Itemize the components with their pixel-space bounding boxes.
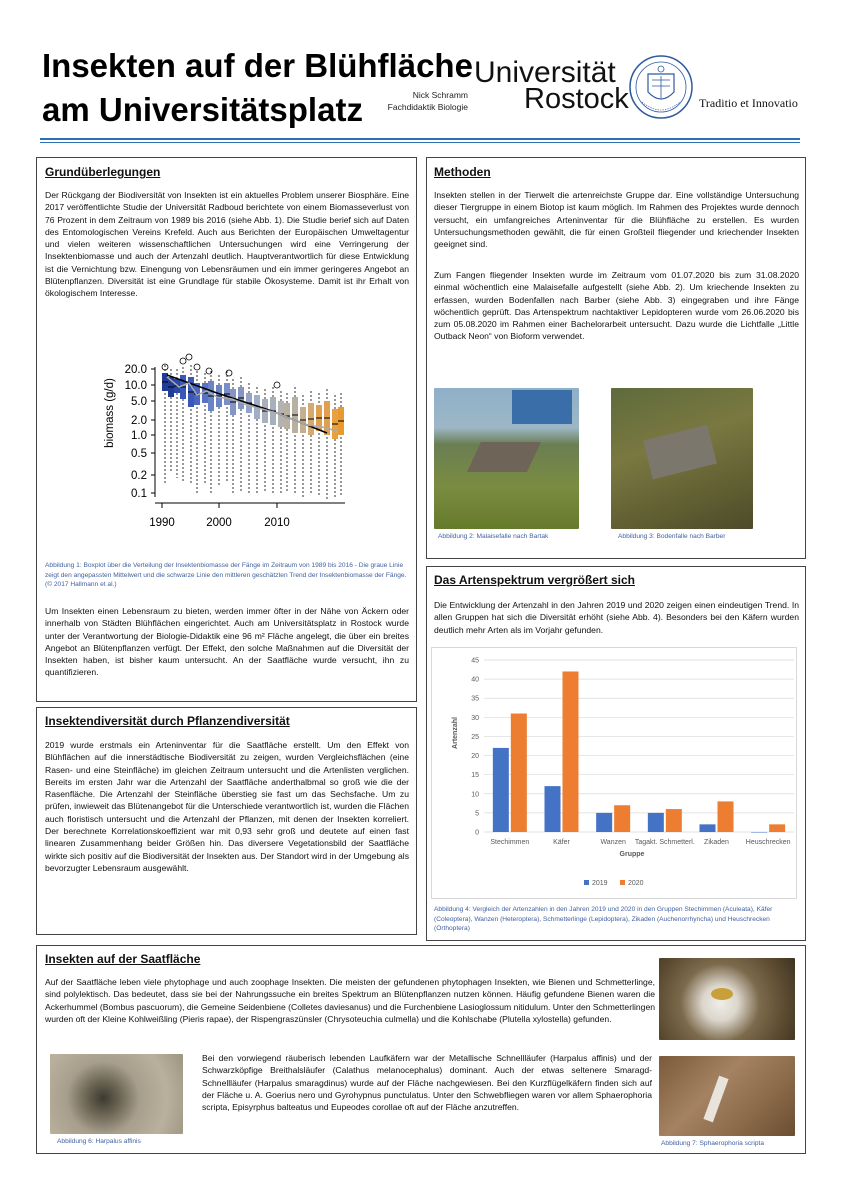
boxplot-y-tick-label: 0.5	[131, 448, 147, 460]
bar-chart-category-label: Wanzen	[600, 839, 626, 846]
author-name: Nick Schramm	[412, 90, 468, 100]
pflanz-paragraph: 2019 wurde erstmals ein Arteninventar für die Saatfläche erstellt. Um den Effekt von Blühflächen auf die innerstädtische Biodiversität zu zeigen, wurden Vergleichsflächen (eine Rasen- und eine Steinfläche) im gleichen Zeitraum untersucht und die Artenlisten verglichen. Bereits im ersten Jahr war die Artenzahl der Saatfläche anderthalbmal so groß wie die der Rasenfläche. Die Artenzahl der Steinfläche überstieg sie fast um das Sechsfache. Um zu prüfen, inwieweit das Blütenangebot für die Unterschiede verantwortlich ist, wurden die Flächen auch floristisch untersucht und die Artenzahl der Pflanzen, mit denen der Insekten korreliert. Der berechnete Korrelationskoeffizient war mit 0,93 sehr groß und deutete auf einen fast linearen Zusammenhang beider Größen hin. Das diversere Vegetationsbild der Saatfläche wirkte sich positiv auf die Biodiversität der Insekten aus. Der Standort wird in der Umgebung als bevorzugter Lebensraum ausgewählt.	[45, 740, 409, 873]
arten-paragraph: Die Entwicklung der Artenzahl in den Jahren 2019 und 2020 zeigen einen eindeutigen Trend. In allen Gruppen hat sich die Diversität erhöht (siehe Abb. 4). Besonders bei den Käfern wurden deutlich mehr Arten als im Vorjahr gefunden.	[434, 600, 799, 635]
grund-paragraph-2: Um Insekten einen Lebensraum zu bieten, werden immer öfter in der Nähe von Äckern oder innerhalb von Städten Blühflächen eingerichtet. Auch am Universitätsplatz in Rostock wurde unter der Verantwortung der Biologie-Didaktik eine 96 m² Fläche angelegt, die über ein breites Angebot an Blütenpflanzen verfügt. Der Effekt, den solche Maßnahmen auf die Diversität der Insekten haben, ist bisher kaum untersucht. An der Saatfläche wurde versucht, ihn zu quantifizieren.	[45, 606, 409, 678]
bar-chart-xlabel: Gruppe	[619, 851, 645, 858]
grund-paragraph-1: Der Rückgang der Biodiversität von Insekten ist ein aktuelles Problem unserer Biosphäre. Eine 2017 veröffentlichte Studie der Universität Radboud berichtete von einem Biomasseverlust von 76 Prozent in dem Zeitraum von 1989 bis 2016 (siehe Abb. 1). Die Studie berief sich auf Daten des Entomologischen Vereins Krefeld. Auch aus Berichten der Europäischen Umweltagentur und vielen weiteren wissenschaftlichen Untersuchungen wird eine Verringerung der Insektenbiomasse und auch der Artenzahl deutlich. Hauptverantwortlich für diese Entwicklung ist die Vernichtung bzw. Einengung von Lebensräumen und ein immer geringeres Angebot an Blütenpflanzen. Diversität ist eine Grundlage für stabile Ökosysteme. Damit ist ihr Erhalt von ökologischem Interesse.	[45, 190, 409, 299]
saat-paragraph-2: Bei den vorwiegend räuberisch lebenden Laufkäfern war der Metallische Schnellläufer (Harpalus affinis) und der Schwarzköpfige Breithalsläufer (Calathus melanocephalus) dominant. Auch der etwas seltenere Smaragd-Schnellläufer (Harpalus smaragdinus) wurde auf der Fläche nachgewiesen. Bei den Kurzflügelkäfern finden sich auf der Fläche u. A. Goerius nero und Gyrohypnus punctulatus. Unter den Schwebfliegen waren vor allem Sphaerophoria scripta, Episyrphus balteatus und Eupeodes corollae oft auf der Fläche anzutreffen.	[202, 1053, 652, 1113]
bar-chart-y-tick-label: 15	[471, 772, 479, 780]
species-bar-chart	[431, 647, 797, 899]
bar-2020-4	[718, 801, 734, 832]
boxplot-y-tick-label: 0.2	[131, 470, 147, 482]
section-heading: Grundüberlegungen	[45, 165, 161, 179]
university-motto: Traditio et Innovatio	[699, 96, 798, 110]
bar-legend-swatch	[620, 880, 625, 885]
bar-2020-2	[614, 805, 630, 832]
boxplot-outlier	[186, 354, 192, 360]
bar-legend-swatch	[584, 880, 589, 885]
figure-4-caption: Abbildung 4: Vergleich der Artenzahlen in den Jahren 2019 und 2020 in den Gruppen Stechimmen (Aculeata), Käfer (Coleoptera), Wanzen (Heteroptera), Schmetterlinge (Lepidoptera), Zikaden (Auchenorrhyncha) und Heuschrecken (Orthoptera)	[434, 906, 773, 932]
bar-chart-y-tick-label: 30	[471, 714, 479, 722]
author-dept: Fachdidaktik Biologie	[387, 102, 468, 112]
malaise-trap-photo	[434, 388, 579, 529]
boxplot-outlier	[180, 358, 186, 364]
bar-2019-5	[751, 832, 767, 833]
boxplot-y-tick-label: 0.1	[131, 488, 147, 500]
boxplot-x-tick-label: 2010	[264, 517, 290, 529]
bar-2020-5	[769, 824, 785, 832]
building-sign	[512, 390, 572, 424]
section-heading: Insektendiversität durch Pflanzendiversität	[45, 714, 290, 728]
bar-chart-category-label: Käfer	[553, 839, 570, 846]
title-line-1: Insekten auf der Blühfläche	[42, 47, 473, 84]
section-methoden	[426, 157, 806, 559]
bar-chart-y-tick-label: 45	[471, 657, 479, 665]
boxplot-x-tick-label: 1990	[149, 517, 175, 529]
bar-2019-4	[700, 824, 716, 832]
boxplot-outlier	[274, 382, 280, 388]
bar-chart-y-tick-label: 35	[471, 695, 479, 703]
bar-chart-y-tick-label: 40	[471, 676, 479, 684]
boxplot-outlier	[194, 364, 200, 370]
boxplot-x-tick-label: 2000	[206, 517, 232, 529]
bar-2019-1	[545, 786, 561, 832]
section-heading: Das Artenspektrum vergrößert sich	[434, 573, 635, 587]
boxplot-y-tick-label: 5.0	[131, 396, 147, 408]
section-pflanzendiversitaet	[36, 707, 417, 935]
bar-2019-0	[493, 748, 509, 832]
boxplot-y-tick-label: 10.0	[124, 380, 147, 392]
bar-chart-category-label: Tagakt. Schmetterl.	[634, 839, 695, 846]
bar-chart-y-tick-label: 10	[471, 791, 479, 799]
figure-6-caption: Abbildung 6: Harpalus affinis	[57, 1138, 141, 1145]
boxplot-y-tick-label: 20.0	[124, 364, 147, 376]
bar-2020-3	[666, 809, 682, 832]
section-artenspektrum	[426, 566, 806, 941]
bar-chart-y-tick-label: 0	[475, 829, 479, 837]
bar-legend-label: 2019	[592, 880, 608, 887]
bar-chart-category-label: Zikaden	[704, 839, 729, 846]
bar-chart-category-label: Heuschrecken	[745, 839, 791, 846]
methoden-paragraph-1: Insekten stellen in der Tierwelt die artenreichste Gruppe dar. Eine vollständige Untersuchung dieser Tiergruppe in einem Biotop ist kaum möglich. Im Rahmen des Projektes wurde dennoch versucht, ein umfangreiches Arteninventar für die Blühfläche zu erstellen. Es wurden Untersuchungsmethoden gewählt, die für einen Großteil fliegender und kriechender Insekten geeignet sind.	[434, 190, 799, 250]
boxplot-chart	[97, 353, 397, 538]
saat-paragraph-1: Auf der Saatfläche leben viele phytophage und auch zoophage Insekten. Die meisten der gefundenen phytophagen Insekten, wie Bienen und Schmetterlinge, sind polylektisch. Das bedeutet, dass sie bei der Nahrungssuche ein breites Spektrum an Blütenpflanzen nutzen können. Häufig gefundene Bienen waren die Ackerhummel (Bombus pascuorum), die Gemeine Seidenbiene (Colletes daviesanus) und die Furchenbiene Lasioglossum nitidulum. Unter den Schmetterlingen wurden oft der Kleine Kohlweißling (Pieris rapae), der Rispengraszünsler (Chrysoteuchia culmella) und die Kohlschabe (Plutella xylostella) gefunden.	[45, 977, 656, 1024]
section-heading: Insekten auf der Saatfläche	[45, 952, 201, 966]
bar-2020-0	[511, 714, 527, 832]
title-line-2: am Universitätsplatz	[42, 91, 363, 128]
bar-chart-y-tick-label: 25	[471, 733, 479, 741]
bar-chart-y-tick-label: 5	[475, 810, 479, 818]
bar-chart-category-label: Stechimmen	[490, 839, 530, 846]
figure-1-caption: Abbildung 1: Boxplot über die Verteilung der Insektenbiomasse der Fänge im Zeitraum von 1989 bis 2016 - Die graue Linie zeigt den angepassten Mittelwert und die schwarze Linie den mittleren geschätzten Trend der Insektenbiomasse der Fänge. (© 2017 Hallmann et al.)	[45, 562, 407, 588]
boxplot-y-tick-label: 2.0	[131, 415, 147, 427]
university-seal-icon	[628, 52, 694, 122]
header-divider-thin	[40, 142, 800, 143]
boxplot-y-tick-label: 1.0	[131, 430, 147, 442]
bar-legend-label: 2020	[628, 880, 644, 887]
figure-7-caption: Abbildung 7: Sphaerophoria scripta	[661, 1140, 765, 1147]
figure-2-caption: Abbildung 2: Malaisefalle nach Bartak	[438, 533, 549, 540]
bar-2020-1	[563, 671, 579, 832]
bar-chart-ylabel: Artenzahl	[452, 717, 459, 749]
poster-title	[42, 44, 473, 132]
hoverfly-flower-photo	[659, 958, 795, 1040]
malaise-trap-tent	[467, 442, 541, 472]
harpalus-affinis-photo	[50, 1054, 183, 1134]
methoden-paragraph-2: Zum Fangen fliegender Insekten wurde im Zeitraum vom 01.07.2020 bis zum 31.08.2020 einmal wöchentlich eine Malaisefalle aufgestellt (siehe Abb. 2). Um kriechende Insekten zu erfassen, wurden Bodenfallen nach Barber (siehe Abb. 3) eingegraben und ihre Fänge wöchentlich geprüft. Das Artenspektrum nachtaktiver Lepidopteren wurde vom 26.06.2020 bis zum 05.08.2020 im Rahmen einer Bachelorarbeit untersucht. Dazu wurde die Lichtfalle „Little Outback Neon“ von Bioform verwendet.	[434, 270, 799, 342]
sphaerophoria-scripta-photo	[659, 1056, 795, 1136]
bar-chart-y-tick-label: 20	[471, 753, 479, 761]
figure-3-caption: Abbildung 3: Bodenfalle nach Barber	[618, 533, 726, 540]
section-grundueberlegungen	[36, 157, 417, 702]
uni-line-1: Universität	[474, 56, 616, 89]
pitfall-trap-photo	[611, 388, 753, 529]
university-logo-text	[474, 56, 629, 115]
section-heading: Methoden	[434, 165, 491, 179]
boxplot-ylabel: biomass (g/d)	[104, 378, 116, 448]
header-divider	[40, 138, 800, 140]
pitfall-trap-lid	[643, 425, 717, 480]
bar-2019-2	[596, 813, 612, 832]
hoverfly-shape	[711, 988, 733, 1000]
section-saatflaeche	[36, 945, 806, 1154]
bar-2019-3	[648, 813, 664, 832]
uni-line-2: Rostock	[524, 83, 629, 115]
flower-stem	[703, 1076, 728, 1123]
author-block	[372, 89, 468, 113]
